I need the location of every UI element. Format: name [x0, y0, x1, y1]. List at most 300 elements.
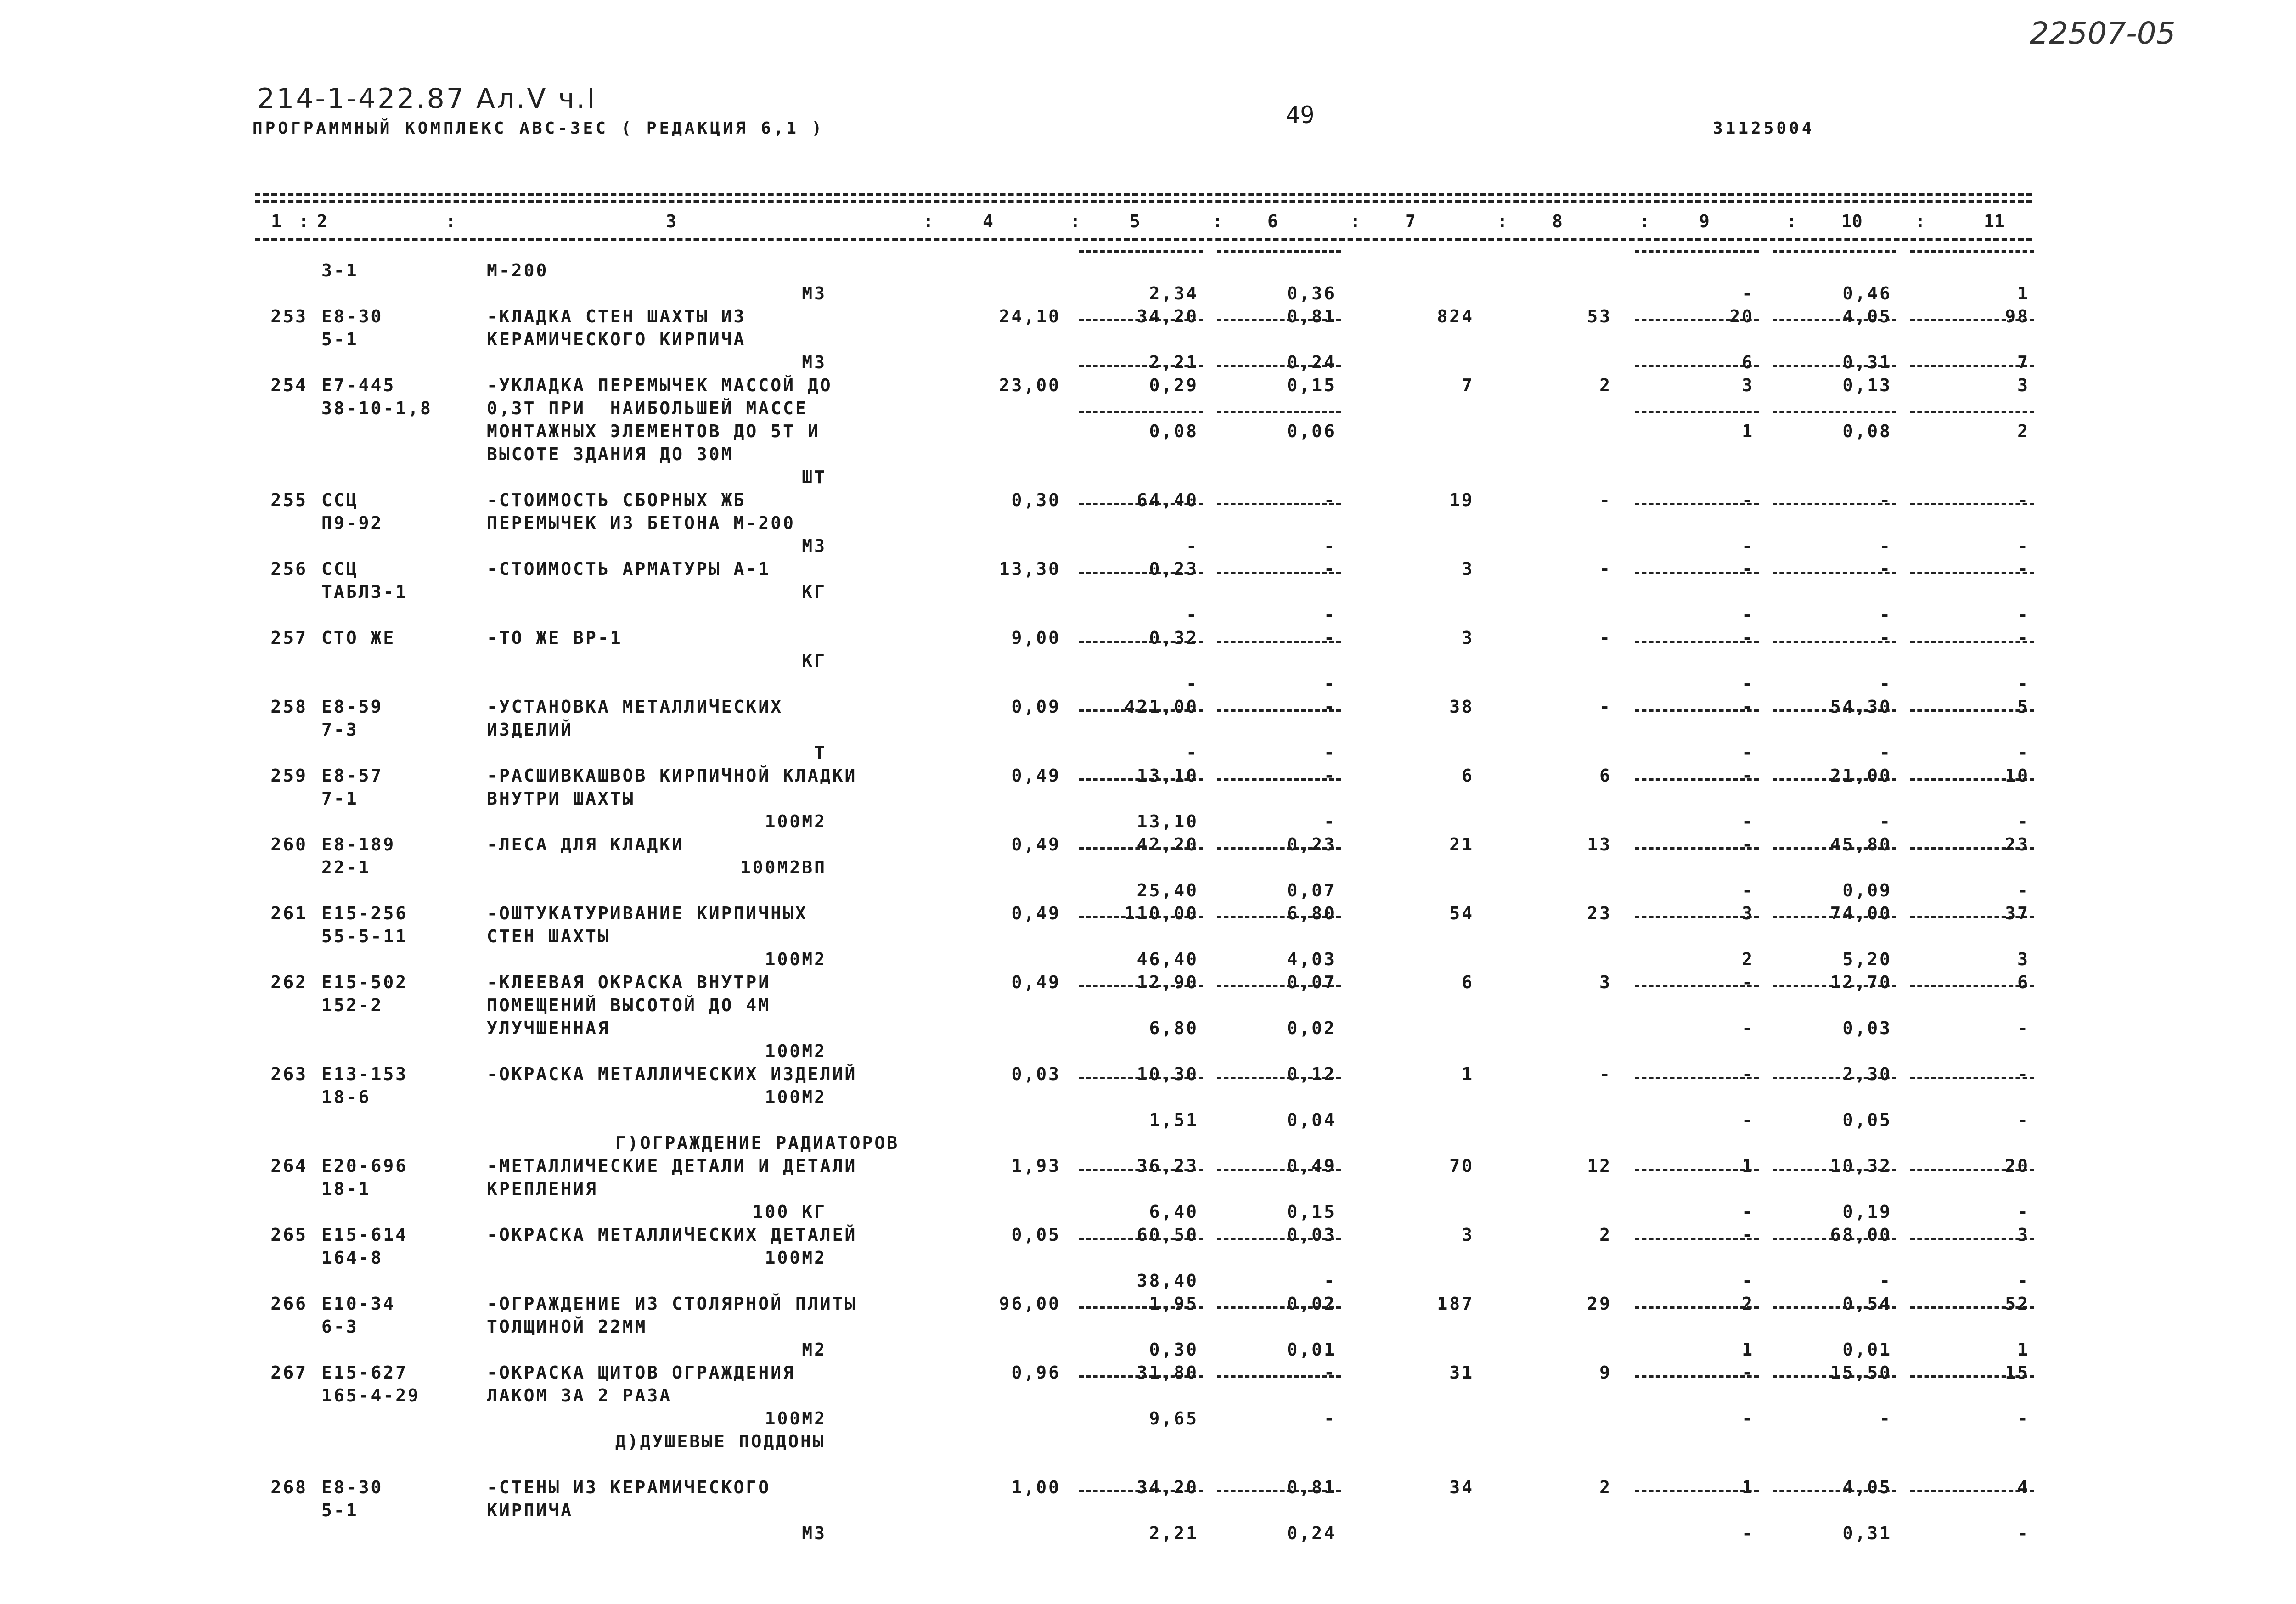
subtotal-dash: [1635, 572, 1759, 574]
table-row-256-col1: 256: [270, 559, 308, 579]
table-row-col2: 55-5-11: [321, 926, 408, 946]
table-row-257-col9: -: [1742, 628, 1754, 648]
table-row-col11: -: [2017, 1408, 2030, 1429]
subtotal-dash: [1217, 847, 1341, 850]
table-row-col3: 100М2: [765, 1087, 827, 1107]
table-row-col3: КЕРАМИЧЕСКОГО КИРПИЧА: [487, 329, 746, 349]
subtotal-dash: [1773, 365, 1896, 367]
table-row-col3: Д)ДУШЕВЫЕ ПОДДОНЫ: [615, 1431, 825, 1452]
subtotal-dash: [1635, 847, 1759, 850]
subtotal-dash: [1773, 250, 1896, 253]
table-row-254-col1: 254: [270, 375, 308, 395]
table-row-253-col5: 34,20: [1137, 306, 1199, 326]
subtotal-dash: [1910, 1169, 2034, 1171]
table-row-259-col11: 10: [2005, 765, 2030, 786]
table-row-258-col9: -: [1742, 697, 1754, 717]
column-header-6: 6: [1267, 211, 1278, 231]
subtotal-dash: [1773, 641, 1896, 643]
table-row-col2: ТАБЛ3-1: [321, 582, 408, 602]
table-row-col9: -: [1742, 1018, 1754, 1038]
column-separator: :: [1350, 211, 1361, 231]
table-row-col2: 18-1: [321, 1179, 371, 1199]
table-row-261-col5: 110,00: [1124, 903, 1199, 923]
table-row-267-col11: 15: [2005, 1362, 2030, 1383]
column-separator: :: [298, 211, 309, 231]
table-row-264-col5: 36,23: [1137, 1156, 1199, 1176]
table-row-255-col4: 0,30: [1011, 490, 1061, 510]
table-row-263-col6: 0,12: [1287, 1064, 1336, 1084]
table-row-262-col5: 12,90: [1137, 972, 1199, 992]
table-row-col6: -: [1324, 1408, 1336, 1429]
table-row-263-col3: -ОКРАСКА МЕТАЛЛИЧЕСКИХ ИЗДЕЛИЙ: [487, 1064, 857, 1084]
subtotal-dash: [1079, 250, 1203, 253]
subtotal-dash: [1217, 985, 1341, 987]
table-row-col2: П9-92: [321, 513, 383, 533]
table-row-262-col7: 6: [1462, 972, 1474, 992]
subtotal-dash: [1910, 1306, 2034, 1309]
table-row-257-col3: -ТО ЖЕ ВР-1: [487, 628, 623, 648]
table-row-255-col5: 64,40: [1137, 490, 1199, 510]
table-row-255-col2: ССЦ: [321, 490, 359, 510]
table-row-256-col7: 3: [1462, 559, 1474, 579]
table-row-col6: 0,36: [1287, 283, 1336, 304]
table-row-257-col1: 257: [270, 628, 308, 648]
table-row-268-col9: 1: [1742, 1477, 1754, 1497]
table-row-col3: КРЕПЛЕНИЯ: [487, 1179, 598, 1199]
program-title: ПРОГРАММНЫЙ КОМПЛЕКС АВС-3ЕС ( РЕДАКЦИЯ 6,1 ): [253, 119, 825, 138]
table-row-266-col7: 187: [1437, 1294, 1474, 1314]
subtotal-dash: [1079, 1077, 1203, 1079]
table-row-266-col1: 266: [270, 1294, 308, 1314]
table-row-268-col11: 4: [2017, 1477, 2030, 1497]
column-header-4: 4: [983, 211, 993, 231]
table-row-266-col11: 52: [2005, 1294, 2030, 1314]
subtotal-dash: [1910, 411, 2034, 413]
subtotal-dash: [1217, 778, 1341, 781]
document-number: 31125004: [1713, 119, 1815, 138]
table-row-253-col9: 20: [1729, 306, 1754, 326]
table-row-col5: 6,40: [1149, 1202, 1199, 1222]
table-row-col5: -: [1186, 536, 1199, 556]
table-row-265-col3: -ОКРАСКА МЕТАЛЛИЧЕСКИХ ДЕТАЛЕЙ: [487, 1225, 857, 1245]
table-row-col10: 0,03: [1842, 1018, 1892, 1038]
table-row-268-col4: 1,00: [1011, 1477, 1061, 1497]
table-row-260-col8: 13: [1587, 834, 1612, 855]
column-separator: :: [1639, 211, 1650, 231]
table-row-col10: 0,46: [1842, 283, 1892, 304]
table-row-257-col6: -: [1324, 628, 1336, 648]
table-row-261-col6: 6,80: [1287, 903, 1336, 923]
subtotal-dash: [1079, 1306, 1203, 1309]
subtotal-dash: [1773, 1077, 1896, 1079]
table-row-col2: 3-1: [321, 260, 359, 281]
table-row-262-col6: 0,07: [1287, 972, 1336, 992]
table-row-261-col1: 261: [270, 903, 308, 923]
table-row-259-col9: -: [1742, 765, 1754, 786]
table-row-265-col8: 2: [1599, 1225, 1612, 1245]
column-separator: :: [1497, 211, 1508, 231]
table-row-258-col6: -: [1324, 697, 1336, 717]
table-row-259-col8: 6: [1599, 765, 1612, 786]
table-row-col9: -: [1742, 536, 1754, 556]
subtotal-dash: [1773, 503, 1896, 505]
subtotal-dash: [1635, 1077, 1759, 1079]
table-row-col10: -: [1880, 1271, 1892, 1291]
subtotal-dash: [1910, 1490, 2034, 1492]
table-row-253-col8: 53: [1587, 306, 1612, 326]
subtotal-dash: [1217, 1306, 1341, 1309]
table-row-267-col1: 267: [270, 1362, 308, 1383]
table-row-259-col10: 21,00: [1830, 765, 1892, 786]
table-row-264-col2: Е20-696: [321, 1156, 408, 1176]
table-row-262-col11: 6: [2017, 972, 2030, 992]
table-row-col10: -: [1880, 536, 1892, 556]
table-row-col5: 0,30: [1149, 1339, 1199, 1360]
table-row-col5: -: [1186, 674, 1199, 694]
table-row-col5: 38,40: [1137, 1271, 1199, 1291]
table-row-256-col2: ССЦ: [321, 559, 359, 579]
table-row-267-col4: 0,96: [1011, 1362, 1061, 1383]
table-row-260-col3: -ЛЕСА ДЛЯ КЛАДКИ: [487, 834, 685, 855]
table-row-267-col10: 15,50: [1830, 1362, 1892, 1383]
table-row-col9: -: [1742, 1271, 1754, 1291]
table-row-col3: М3: [802, 283, 827, 304]
subtotal-dash: [1635, 778, 1759, 781]
table-row-col3: ПОМЕЩЕНИЙ ВЫСОТОЙ ДО 4М: [487, 995, 771, 1015]
table-row-255-col1: 255: [270, 490, 308, 510]
table-row-254-col11: 3: [2017, 375, 2030, 395]
table-row-col5: 46,40: [1137, 949, 1199, 969]
table-row-col2: 5-1: [321, 329, 359, 349]
table-row-265-col4: 0,05: [1011, 1225, 1061, 1245]
subtotal-dash: [1910, 365, 2034, 367]
table-row-col2: 7-1: [321, 788, 359, 809]
subtotal-dash: [1635, 985, 1759, 987]
table-row-262-col8: 3: [1599, 972, 1612, 992]
table-row-col2: 164-8: [321, 1248, 383, 1268]
table-row-265-col9: -: [1742, 1225, 1754, 1245]
table-row-col11: -: [2017, 1271, 2030, 1291]
table-row-col9: 1: [1742, 421, 1754, 441]
table-row-col10: -: [1880, 743, 1892, 763]
table-row-col3: 100М2: [765, 1408, 827, 1429]
subtotal-dash: [1217, 1077, 1341, 1079]
table-row-col10: 0,31: [1842, 1523, 1892, 1543]
subtotal-dash: [1635, 1375, 1759, 1378]
table-row-261-col3: -ОШТУКАТУРИВАНИЕ КИРПИЧНЫХ: [487, 903, 808, 923]
table-row-254-col8: 2: [1599, 375, 1612, 395]
table-row-col3: М2: [802, 1339, 827, 1360]
table-row-261-col10: 74,00: [1830, 903, 1892, 923]
subtotal-dash: [1773, 411, 1896, 413]
column-header-8: 8: [1552, 211, 1563, 231]
table-row-col6: -: [1324, 605, 1336, 625]
table-row-256-col4: 13,30: [999, 559, 1061, 579]
subtotal-dash: [1079, 847, 1203, 850]
table-row-col10: 0,19: [1842, 1202, 1892, 1222]
table-row-col6: 0,01: [1287, 1339, 1336, 1360]
table-row-col6: -: [1324, 743, 1336, 763]
subtotal-dash: [1773, 847, 1896, 850]
subtotal-dash: [1217, 916, 1341, 918]
table-row-col11: -: [2017, 811, 2030, 832]
table-row-260-col10: 45,80: [1830, 834, 1892, 855]
table-row-266-col10: 0,54: [1842, 1294, 1892, 1314]
subtotal-dash: [1635, 411, 1759, 413]
table-row-255-col3: -СТОИМОСТЬ СБОРНЫХ ЖБ: [487, 490, 746, 510]
table-row-col5: 0,08: [1149, 421, 1199, 441]
subtotal-dash: [1910, 641, 2034, 643]
subtotal-dash: [1079, 916, 1203, 918]
table-row-264-col9: 1: [1742, 1156, 1754, 1176]
table-row-col11: -: [2017, 743, 2030, 763]
subtotal-dash: [1910, 1077, 2034, 1079]
table-row-265-col10: 68,00: [1830, 1225, 1892, 1245]
subtotal-dash: [1635, 1306, 1759, 1309]
table-row-260-col2: Е8-189: [321, 834, 396, 855]
table-row-col5: 2,21: [1149, 1523, 1199, 1543]
table-row-260-col5: 42,20: [1137, 834, 1199, 855]
subtotal-dash: [1079, 572, 1203, 574]
table-row-266-col4: 96,00: [999, 1294, 1061, 1314]
table-row-col11: -: [2017, 880, 2030, 900]
table-row-264-col7: 70: [1449, 1156, 1474, 1176]
table-row-col11: 2: [2017, 421, 2030, 441]
column-separator: :: [923, 211, 934, 231]
table-row-263-col2: Е13-153: [321, 1064, 408, 1084]
table-row-253-col4: 24,10: [999, 306, 1061, 326]
subtotal-dash: [1217, 411, 1341, 413]
table-row-col3: М3: [802, 352, 827, 372]
table-row-col2: 7-3: [321, 720, 359, 740]
subtotal-dash: [1635, 250, 1759, 253]
table-row-col11: 1: [2017, 283, 2030, 304]
table-row-257-col5: 0,32: [1149, 628, 1199, 648]
table-row-col6: -: [1324, 674, 1336, 694]
table-row-257-col8: -: [1599, 628, 1612, 648]
table-row-253-col3: -КЛАДКА СТЕН ШАХТЫ ИЗ: [487, 306, 746, 326]
table-row-259-col1: 259: [270, 765, 308, 786]
table-row-261-col2: Е15-256: [321, 903, 408, 923]
table-row-257-col7: 3: [1462, 628, 1474, 648]
table-row-266-col6: 0,02: [1287, 1294, 1336, 1314]
table-row-266-col5: 1,95: [1149, 1294, 1199, 1314]
subtotal-dash: [1079, 319, 1203, 321]
table-row-260-col4: 0,49: [1011, 834, 1061, 855]
table-row-col9: 2: [1742, 949, 1754, 969]
table-row-263-col8: -: [1599, 1064, 1612, 1084]
table-row-262-col2: Е15-502: [321, 972, 408, 992]
table-row-col3: 100 КГ: [752, 1202, 827, 1222]
subtotal-dash: [1079, 1490, 1203, 1492]
subtotal-dash: [1910, 847, 2034, 850]
table-row-col5: 2,21: [1149, 352, 1199, 372]
table-row-col3: ТОЛЩИНОЙ 22ММ: [487, 1317, 647, 1337]
table-row-col11: -: [2017, 674, 2030, 694]
column-header-1: 1: [271, 211, 281, 231]
table-row-258-col5: 421,00: [1124, 697, 1199, 717]
table-row-col3: 100М2ВП: [740, 857, 827, 878]
table-row-268-col10: 4,05: [1842, 1477, 1892, 1497]
table-row-col9: -: [1742, 811, 1754, 832]
column-separator: :: [445, 211, 456, 231]
archive-stamp: 22507-05: [2030, 16, 2176, 51]
subtotal-dash: [1635, 916, 1759, 918]
subtotal-dash: [1217, 1169, 1341, 1171]
subtotal-dash: [1217, 1490, 1341, 1492]
document-code: 214-1-422.87 Ал.V ч.I: [257, 83, 597, 115]
subtotal-dash: [1635, 1490, 1759, 1492]
table-row-256-col3: -СТОИМОСТЬ АРМАТУРЫ А-1: [487, 559, 771, 579]
table-row-256-col10: -: [1880, 559, 1892, 579]
table-row-262-col10: 12,70: [1830, 972, 1892, 992]
table-row-263-col10: 2,30: [1842, 1064, 1892, 1084]
table-row-264-col4: 1,93: [1011, 1156, 1061, 1176]
subtotal-dash: [1635, 503, 1759, 505]
table-row-259-col2: Е8-57: [321, 765, 383, 786]
table-row-262-col3: -КЛЕЕВАЯ ОКРАСКА ВНУТРИ: [487, 972, 771, 992]
table-row-264-col1: 264: [270, 1156, 308, 1176]
table-row-262-col1: 262: [270, 972, 308, 992]
table-row-col3: ВНУТРИ ШАХТЫ: [487, 788, 635, 809]
subtotal-dash: [1773, 916, 1896, 918]
subtotal-dash: [1773, 1306, 1896, 1309]
table-row-col11: -: [2017, 1523, 2030, 1543]
table-row-col6: 4,03: [1287, 949, 1336, 969]
table-row-col6: 0,07: [1287, 880, 1336, 900]
table-row-253-col6: 0,81: [1287, 306, 1336, 326]
subtotal-dash: [1635, 365, 1759, 367]
table-row-266-col8: 29: [1587, 1294, 1612, 1314]
table-row-263-col7: 1: [1462, 1064, 1474, 1084]
table-row-268-col7: 34: [1449, 1477, 1474, 1497]
table-row-258-col2: Е8-59: [321, 697, 383, 717]
table-row-267-col7: 31: [1449, 1362, 1474, 1383]
subtotal-dash: [1217, 503, 1341, 505]
table-row-260-col11: 23: [2005, 834, 2030, 855]
subtotal-dash: [1635, 641, 1759, 643]
table-row-col3: 100М2: [765, 811, 827, 832]
table-row-254-col4: 23,00: [999, 375, 1061, 395]
table-row-col2: 152-2: [321, 995, 383, 1015]
table-row-268-col6: 0,81: [1287, 1477, 1336, 1497]
table-row-268-col8: 2: [1599, 1477, 1612, 1497]
subtotal-dash: [1635, 1238, 1759, 1240]
table-row-261-col7: 54: [1449, 903, 1474, 923]
table-row-col2: 22-1: [321, 857, 371, 878]
table-row-col5: 1,51: [1149, 1110, 1199, 1130]
table-row-258-col1: 258: [270, 697, 308, 717]
subtotal-dash: [1079, 778, 1203, 781]
table-row-266-col3: -ОГРАЖДЕНИЕ ИЗ СТОЛЯРНОЙ ПЛИТЫ: [487, 1294, 857, 1314]
table-row-256-col9: -: [1742, 559, 1754, 579]
subtotal-dash: [1217, 1375, 1341, 1378]
table-row-col3: ИЗДЕЛИЙ: [487, 720, 574, 740]
subtotal-dash: [1217, 709, 1341, 712]
table-row-267-col5: 31,80: [1137, 1362, 1199, 1383]
subtotal-dash: [1079, 1238, 1203, 1240]
table-row-266-col2: Е10-34: [321, 1294, 396, 1314]
table-row-col3: Г)ОГРАЖДЕНИЕ РАДИАТОРОВ: [615, 1133, 900, 1153]
column-separator: :: [1786, 211, 1797, 231]
subtotal-dash: [1079, 1375, 1203, 1378]
table-row-col5: 13,10: [1137, 811, 1199, 832]
table-row-col6: -: [1324, 811, 1336, 832]
table-row-259-col7: 6: [1462, 765, 1474, 786]
table-row-254-col5: 0,29: [1149, 375, 1199, 395]
table-row-264-col8: 12: [1587, 1156, 1612, 1176]
subtotal-dash: [1773, 985, 1896, 987]
table-row-259-col3: -РАСШИВКАШВОВ КИРПИЧНОЙ КЛАДКИ: [487, 765, 857, 786]
subtotal-dash: [1079, 641, 1203, 643]
table-row-col11: -: [2017, 1018, 2030, 1038]
table-row-268-col5: 34,20: [1137, 1477, 1199, 1497]
table-row-col6: 0,06: [1287, 421, 1336, 441]
table-row-col6: 0,24: [1287, 1523, 1336, 1543]
table-row-265-col6: 0,03: [1287, 1225, 1336, 1245]
table-row-col9: -: [1742, 1202, 1754, 1222]
table-row-265-col7: 3: [1462, 1225, 1474, 1245]
table-row-266-col9: 2: [1742, 1294, 1754, 1314]
table-row-col9: -: [1742, 1523, 1754, 1543]
column-header-2: 2: [317, 211, 327, 231]
table-row-259-col6: -: [1324, 765, 1336, 786]
table-row-257-col11: -: [2017, 628, 2030, 648]
table-row-255-col9: -: [1742, 490, 1754, 510]
table-row-254-col9: 3: [1742, 375, 1754, 395]
table-row-265-col2: Е15-614: [321, 1225, 408, 1245]
table-row-264-col11: 20: [2005, 1156, 2030, 1176]
subtotal-dash: [1079, 503, 1203, 505]
table-row-col3: ВЫСОТЕ ЗДАНИЯ ДО 30М: [487, 444, 734, 464]
subtotal-dash: [1773, 1169, 1896, 1171]
table-row-262-col9: -: [1742, 972, 1754, 992]
table-row-col10: 0,31: [1842, 352, 1892, 372]
subtotal-dash: [1910, 250, 2034, 253]
table-row-253-col2: Е8-30: [321, 306, 383, 326]
subtotal-dash: [1910, 319, 2034, 321]
table-row-col6: 0,24: [1287, 352, 1336, 372]
table-row-267-col2: Е15-627: [321, 1362, 408, 1383]
table-row-257-col2: СТО ЖЕ: [321, 628, 396, 648]
table-row-col9: -: [1742, 605, 1754, 625]
table-row-258-col3: -УСТАНОВКА МЕТАЛЛИЧЕСКИХ: [487, 697, 783, 717]
table-row-col3: 100М2: [765, 1248, 827, 1268]
subtotal-dash: [1910, 709, 2034, 712]
table-row-258-col11: 5: [2017, 697, 2030, 717]
table-row-253-col7: 824: [1437, 306, 1474, 326]
table-row-256-col8: -: [1599, 559, 1612, 579]
subtotal-dash: [1910, 985, 2034, 987]
table-row-col3: 0,3Т ПРИ НАИБОЛЬШЕЙ МАССЕ: [487, 398, 808, 418]
table-row-col3: М-200: [487, 260, 549, 281]
table-row-255-col7: 19: [1449, 490, 1474, 510]
table-row-260-col1: 260: [270, 834, 308, 855]
column-separator: :: [1915, 211, 1925, 231]
table-row-255-col11: -: [2017, 490, 2030, 510]
table-row-255-col6: -: [1324, 490, 1336, 510]
column-separator: :: [1070, 211, 1080, 231]
table-row-col5: 25,40: [1137, 880, 1199, 900]
table-row-col5: 9,65: [1149, 1408, 1199, 1429]
table-row-col3: КГ: [802, 651, 827, 671]
table-row-col10: 5,20: [1842, 949, 1892, 969]
table-row-col11: 1: [2017, 1339, 2030, 1360]
table-row-263-col4: 0,03: [1011, 1064, 1061, 1084]
subtotal-dash: [1773, 778, 1896, 781]
table-row-col5: -: [1186, 605, 1199, 625]
table-row-col3: ШТ: [802, 467, 827, 487]
